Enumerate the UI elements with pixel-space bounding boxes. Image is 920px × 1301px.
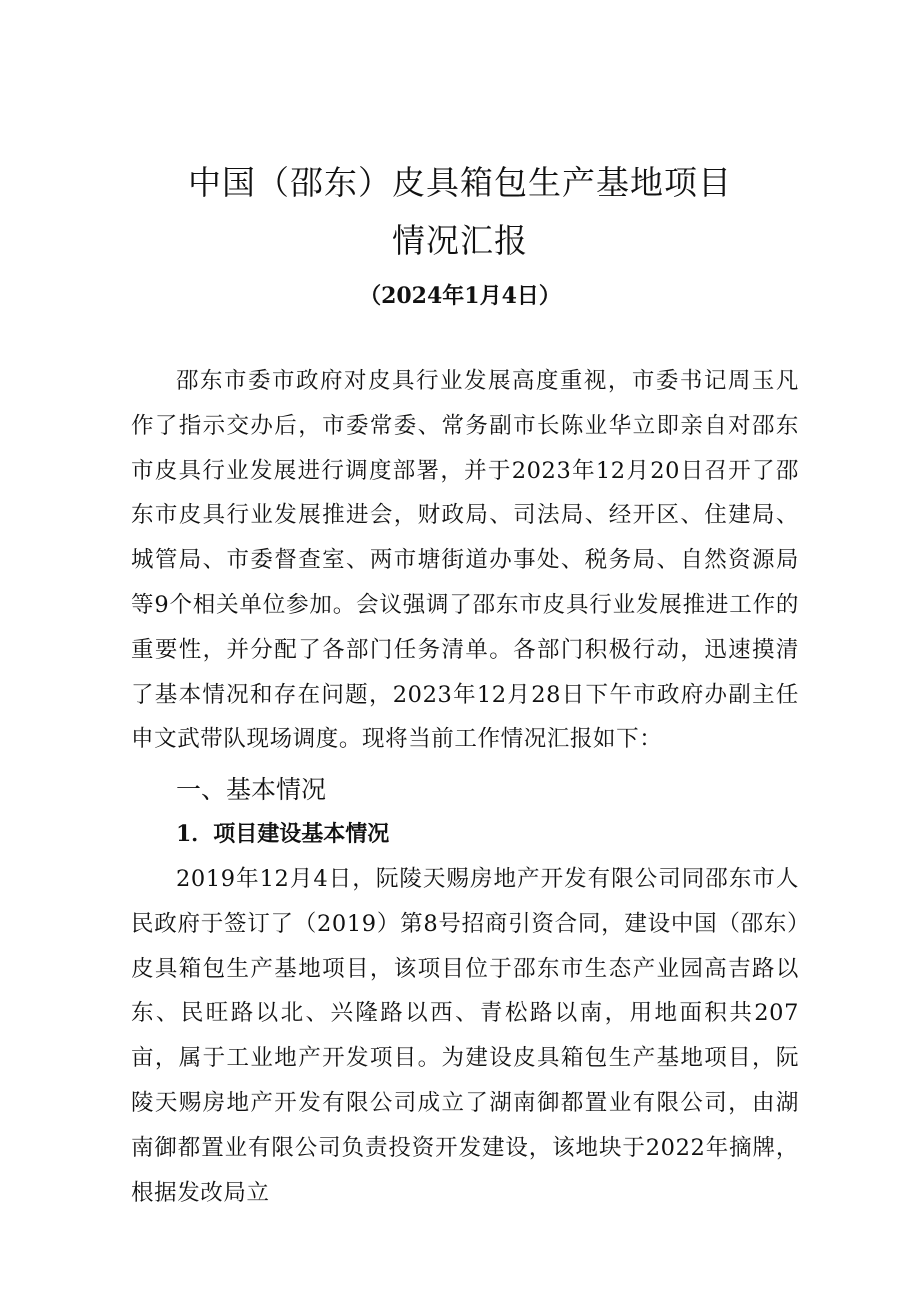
- project-construction-paragraph: 2019年12月4日，阮陵天赐房地产开发有限公司同邵东市人民政府于签订了（2019）第8号招商引资合同，建设中国（邵东）皮具箱包生产基地项目，该项目位于邵东市生态产业园高吉路以东、民旺路以北、兴隆路以西、青松路以南，用地面积共207亩，属于工业地产开发项目。为建设皮具箱包生产基地项目，阮陵天赐房地产开发有限公司成立了湖南御都置业有限公司，由湖南御都置业有限公司负责投资开发建设，该地块于2022年摘牌，根据发改局立: [131, 866, 799, 1206]
- document-date: （2024年1月4日）: [359, 283, 561, 309]
- section-heading-basic-situation: 一、基本情况: [176, 775, 327, 804]
- document-title-line1: 中国（邵东）皮具箱包生产基地项目: [188, 163, 732, 202]
- intro-paragraph: 邵东市委市政府对皮具行业发展高度重视，市委书记周玉凡作了指示交办后，市委常委、常务副市长陈业华立即亲自对邵东市皮具行业发展进行调度部署，并于2023年12月20日召开了邵东市皮具行业发展推进会，财政局、司法局、经开区、住建局、城管局、市委督查室、两市塘街道办事处、税务局、自然资源局等9个相关单位参加。会议强调了邵东市皮具行业发展推进工作的重要性，并分配了各部门任务清单。各部门积极行动，迅速摸清了基本情况和存在问题，2023年12月28日下午市政府办副主任申文武带队现场调度。现将当前工作情况汇报如下：: [131, 368, 799, 753]
- document-title-line2: 情况汇报: [392, 221, 528, 260]
- subsection-heading-project-construction: 1．项目建设基本情况: [176, 821, 390, 847]
